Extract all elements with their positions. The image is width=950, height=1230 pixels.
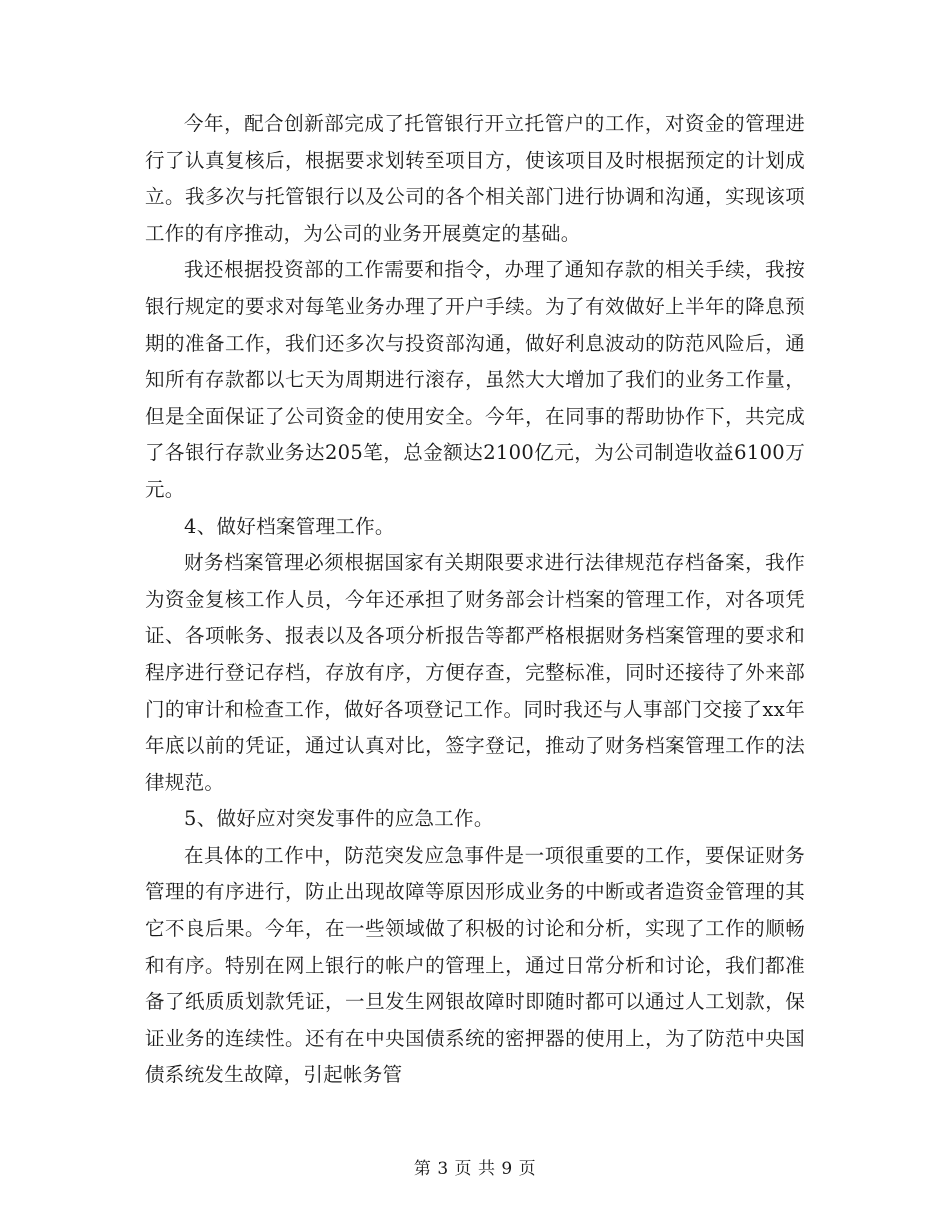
paragraph-notice-deposit: 我还根据投资部的工作需要和指令，办理了通知存款的相关手续，我按银行规定的要求对每笔业务办理了开户手续。为了有效做好上半年的降息预期的准备工作，我们还多次与投资部沟通，做好利息波动的防范风险后，通知所有存款都以七天为周期进行滚存，虽然大大增加了我们的业务工作量，但是全面保证了公司资金的使用安全。今年，在同事的帮助协作下，共完成了各银行存款业务达205笔，总金额达2100亿元，为公司制造收益6100万元。 [145,258,805,501]
page-number-footer: 第 3 页 共 9 页 [413,1159,537,1179]
heading-emergency-response: 5、做好应对突发事件的应急工作。 [184,807,494,831]
paragraph-custody-account: 今年，配合创新部完成了托管银行开立托管户的工作，对资金的管理进行了认真复核后，根据要求划转至项目方，使该项目及时根据预定的计划成立。我多次与托管银行以及公司的各个相关部门进行协调和沟通，实现该项工作的有序推动，为公司的业务开展奠定的基础。 [145,112,805,245]
document-body [145,106,805,1094]
paragraph-archive-management: 财务档案管理必须根据国家有关期限要求进行法律规范存档备案，我作为资金复核工作人员，今年还承担了财务部会计档案的管理工作，对各项凭证、各项帐务、报表以及各项分析报告等都严格根据财务档案管理的要求和程序进行登记存档，存放有序，方便存查，完整标准，同时还接待了外来部门的审计和检查工作，做好各项登记工作。同时我还与人事部门交接了xx年年底以前的凭证，通过认真对比，签字登记，推动了财务档案管理工作的法律规范。 [145,551,805,794]
heading-archive-management: 4、做好档案管理工作。 [184,514,395,538]
paragraph-emergency-response: 在具体的工作中，防范突发应急事件是一项很重要的工作，要保证财务管理的有序进行，防止出现故障等原因形成业务的中断或者造资金管理的其它不良后果。今年，在一些领域做了积极的讨论和分析，实现了工作的顺畅和有序。特别在网上银行的帐户的管理上，通过日常分析和讨论，我们都准备了纸质质划款凭证，一旦发生网银故障时即随时都可以通过人工划款，保证业务的连续性。还有在中央国债系统的密押器的使用上，为了防范中央国债系统发生故障，引起帐务管 [145,843,805,1087]
